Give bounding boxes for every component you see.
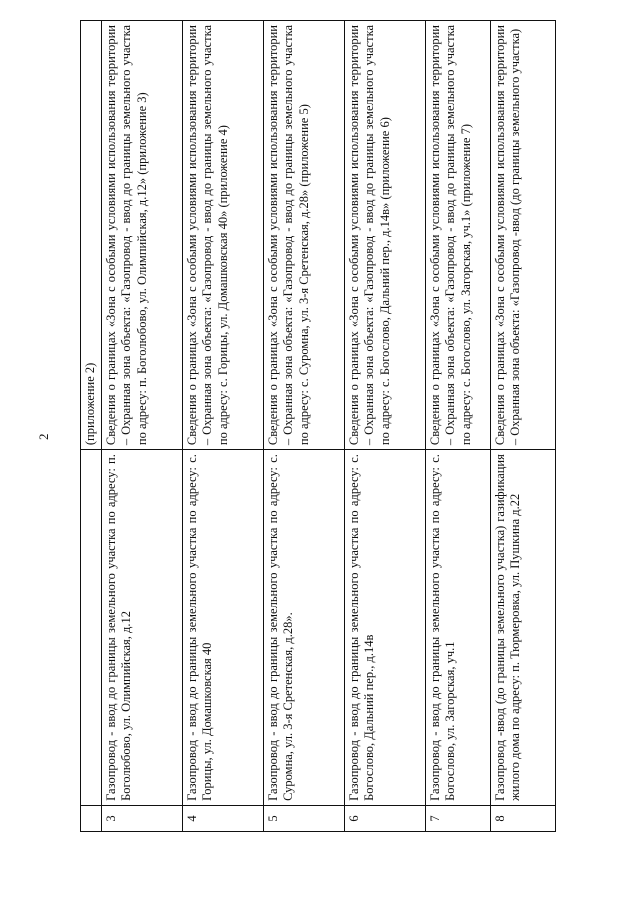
object-description: Газопровод - ввод до границы земельного участка по адресу: с. Богослово, Дальний пер., д.14в [344, 450, 425, 806]
object-description: Газопровод - ввод до границы земельного участка по адресу: с. Горицы, ул. Домашковская 40 [182, 450, 263, 806]
table-row [490, 21, 555, 832]
rotated-table-container [80, 20, 530, 832]
table-row [81, 21, 102, 832]
continuation-cell: (приложение 2) [81, 21, 102, 450]
table-cell-empty [81, 805, 102, 831]
zone-description: Сведения о границах «Зона с особыми условиями использования территории – Охранная зона объекта: «Газопровод - ввод до границы земельного участка по адресу: с. Горицы, ул. Домашковская 40» (приложение 4) [182, 21, 263, 450]
page-number: 2 [36, 433, 51, 440]
zone-description: Сведения о границах «Зона с особыми условиями использования территории – Охранная зона объекта: «Газопровод - ввод до границы земельного участка по адресу: п. Боголюбово, ул. Олимпийская, д.12» (приложение 3) [101, 21, 182, 450]
row-number: 4 [182, 805, 263, 831]
object-description: Газопровод - ввод до границы земельного участка по адресу: с. Суромна, ул. 3-я Сретенская, д.28». [263, 450, 344, 806]
row-number: 8 [490, 805, 555, 831]
table-cell-empty [81, 450, 102, 806]
object-description: Газопровод -ввод (до границы земельного участка) газификация жилого дома по адресу: п. Тюрмеровка, ул. Пушкина д.22 [490, 450, 555, 806]
row-number: 6 [344, 805, 425, 831]
object-description: Газопровод - ввод до границы земельного участка по адресу: с. Богослово, ул. Загорская, уч.1 [425, 450, 490, 806]
table-row [425, 21, 490, 832]
zone-description: Сведения о границах «Зона с особыми условиями использования территории – Охранная зона объекта: «Газопровод -ввод (до границы земельного участка) [490, 21, 555, 450]
row-number: 5 [263, 805, 344, 831]
row-number: 7 [425, 805, 490, 831]
table-row [263, 21, 344, 832]
zone-description: Сведения о границах «Зона с особыми условиями использования территории – Охранная зона объекта: «Газопровод - ввод до границы земельного участка по адресу: с. Суромна, ул. 3-я Сретенская, д.28» (приложение 5) [263, 21, 344, 450]
object-description: Газопровод - ввод до границы земельного участка по адресу: п. Боголюбово, ул. Олимпийская, д.12 [101, 450, 182, 806]
table-row [182, 21, 263, 832]
zone-description: Сведения о границах «Зона с особыми условиями использования территории – Охранная зона объекта: «Газопровод - ввод до границы земельного участка по адресу: с. Богослово, Дальний пер., д.14в» (приложение 6) [344, 21, 425, 450]
table-row [101, 21, 182, 832]
table-row [344, 21, 425, 832]
zones-table [80, 20, 556, 832]
row-number: 3 [101, 805, 182, 831]
zone-description: Сведения о границах «Зона с особыми условиями использования территории – Охранная зона объекта: «Газопровод - ввод до границы земельного участка по адресу: с. Богослово, ул. Загорская, уч.1» (приложение 7) [425, 21, 490, 450]
